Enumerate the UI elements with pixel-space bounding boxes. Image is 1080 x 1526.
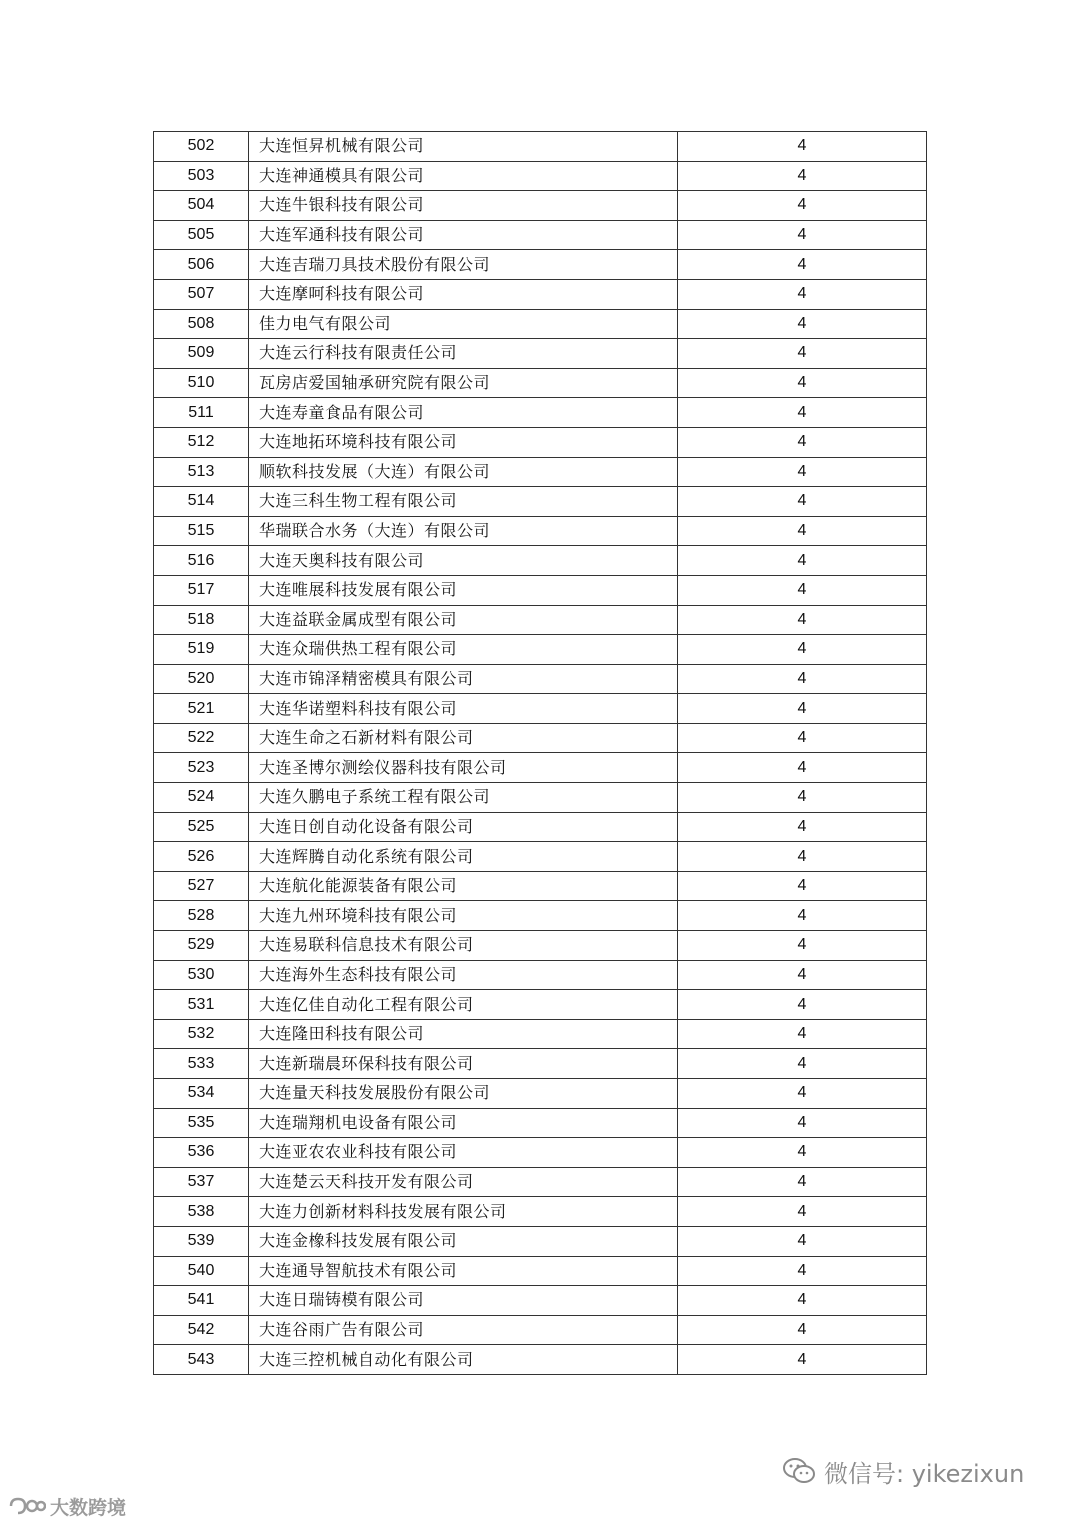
table-row [154,635,927,665]
row-score: 4 [678,960,927,990]
row-number: 522 [154,723,249,753]
row-number: 509 [154,339,249,369]
row-number: 533 [154,1049,249,1079]
row-number: 532 [154,1019,249,1049]
row-number: 503 [154,161,249,191]
table-row [154,1138,927,1168]
company-table-body [154,132,927,1375]
row-score: 4 [678,309,927,339]
row-score: 4 [678,723,927,753]
table-row [154,457,927,487]
row-number: 538 [154,1197,249,1227]
row-number: 511 [154,398,249,428]
company-name: 大连军通科技有限公司 [249,220,678,250]
brand-logo-icon [8,1496,46,1516]
table-row [154,1345,927,1375]
company-name: 大连久鹏电子系统工程有限公司 [249,783,678,813]
row-score: 4 [678,220,927,250]
table-row [154,694,927,724]
row-score: 4 [678,1345,927,1375]
company-name: 大连天奥科技有限公司 [249,546,678,576]
row-number: 512 [154,427,249,457]
row-score: 4 [678,842,927,872]
row-score: 4 [678,901,927,931]
table-row [154,1167,927,1197]
company-name: 大连恒昇机械有限公司 [249,132,678,162]
row-score: 4 [678,339,927,369]
table-row [154,575,927,605]
company-name: 大连力创新材料科技发展有限公司 [249,1197,678,1227]
company-name: 大连隆田科技有限公司 [249,1019,678,1049]
row-number: 510 [154,368,249,398]
table-row [154,1049,927,1079]
row-score: 4 [678,990,927,1020]
row-number: 543 [154,1345,249,1375]
wechat-id-text: 微信号: yikezixun [824,1459,1025,1488]
row-number: 520 [154,664,249,694]
company-name: 大连地拓环境科技有限公司 [249,427,678,457]
table-row [154,990,927,1020]
row-score: 4 [678,605,927,635]
row-number: 526 [154,842,249,872]
row-score: 4 [678,635,927,665]
company-name: 大连瑞翔机电设备有限公司 [249,1108,678,1138]
company-name: 大连楚云天科技开发有限公司 [249,1167,678,1197]
row-score: 4 [678,1049,927,1079]
row-number: 529 [154,931,249,961]
row-number: 534 [154,1079,249,1109]
table-row [154,191,927,221]
row-number: 519 [154,635,249,665]
company-name: 大连九州环境科技有限公司 [249,901,678,931]
company-name: 大连吉瑞刀具技术股份有限公司 [249,250,678,280]
row-score: 4 [678,664,927,694]
company-name: 大连亿佳自动化工程有限公司 [249,990,678,1020]
company-name: 大连牛银科技有限公司 [249,191,678,221]
company-name: 大连三科生物工程有限公司 [249,487,678,517]
table-row [154,132,927,162]
company-name: 大连摩呵科技有限公司 [249,279,678,309]
row-number: 542 [154,1315,249,1345]
row-score: 4 [678,457,927,487]
company-name: 大连航化能源装备有限公司 [249,871,678,901]
table-row [154,250,927,280]
row-score: 4 [678,783,927,813]
row-number: 514 [154,487,249,517]
company-name: 大连华诺塑料科技有限公司 [249,694,678,724]
row-score: 4 [678,546,927,576]
company-name: 顺软科技发展（大连）有限公司 [249,457,678,487]
company-name: 大连海外生态科技有限公司 [249,960,678,990]
company-name: 大连圣博尔测绘仪器科技有限公司 [249,753,678,783]
brand-watermark [8,1493,126,1519]
table-row [154,516,927,546]
company-name: 大连量天科技发展股份有限公司 [249,1079,678,1109]
row-number: 518 [154,605,249,635]
row-score: 4 [678,1256,927,1286]
table-row [154,220,927,250]
table-row [154,1019,927,1049]
row-number: 540 [154,1256,249,1286]
company-name: 大连易联科信息技术有限公司 [249,931,678,961]
row-score: 4 [678,132,927,162]
company-name: 大连益联金属成型有限公司 [249,605,678,635]
row-number: 515 [154,516,249,546]
table-row [154,161,927,191]
table-row [154,1226,927,1256]
row-number: 506 [154,250,249,280]
row-score: 4 [678,1167,927,1197]
table-row [154,427,927,457]
table-row [154,931,927,961]
row-number: 517 [154,575,249,605]
row-number: 504 [154,191,249,221]
company-name: 大连新瑞晨环保科技有限公司 [249,1049,678,1079]
row-number: 528 [154,901,249,931]
row-number: 508 [154,309,249,339]
row-number: 524 [154,783,249,813]
row-score: 4 [678,1226,927,1256]
row-score: 4 [678,368,927,398]
row-score: 4 [678,694,927,724]
company-name: 大连辉腾自动化系统有限公司 [249,842,678,872]
row-number: 525 [154,812,249,842]
row-number: 507 [154,279,249,309]
table-row [154,605,927,635]
row-number: 537 [154,1167,249,1197]
table-row [154,398,927,428]
row-number: 535 [154,1108,249,1138]
table-row [154,842,927,872]
row-score: 4 [678,1019,927,1049]
row-score: 4 [678,1108,927,1138]
table-row [154,871,927,901]
company-name: 大连寿童食品有限公司 [249,398,678,428]
company-name: 佳力电气有限公司 [249,309,678,339]
company-name: 大连谷雨广告有限公司 [249,1315,678,1345]
table-row [154,1079,927,1109]
row-score: 4 [678,191,927,221]
row-score: 4 [678,1315,927,1345]
company-name: 大连通导智航技术有限公司 [249,1256,678,1286]
company-name: 华瑞联合水务（大连）有限公司 [249,516,678,546]
company-name: 大连生命之石新材料有限公司 [249,723,678,753]
table-row [154,487,927,517]
table-row [154,753,927,783]
row-score: 4 [678,398,927,428]
row-number: 516 [154,546,249,576]
row-number: 505 [154,220,249,250]
table-row [154,812,927,842]
wechat-icon [782,1457,816,1485]
row-score: 4 [678,487,927,517]
table-row [154,1256,927,1286]
table-row [154,783,927,813]
brand-watermark-text: 大数跨境 [50,1496,127,1519]
row-score: 4 [678,871,927,901]
company-name: 大连亚农农业科技有限公司 [249,1138,678,1168]
row-number: 539 [154,1226,249,1256]
row-score: 4 [678,931,927,961]
row-score: 4 [678,1197,927,1227]
table-row [154,339,927,369]
table-row [154,664,927,694]
table-row [154,309,927,339]
company-name: 大连神通模具有限公司 [249,161,678,191]
row-score: 4 [678,161,927,191]
row-score: 4 [678,575,927,605]
row-number: 513 [154,457,249,487]
row-number: 531 [154,990,249,1020]
company-name: 大连日创自动化设备有限公司 [249,812,678,842]
row-score: 4 [678,427,927,457]
table-row [154,960,927,990]
table-row [154,1286,927,1316]
company-name: 大连云行科技有限责任公司 [249,339,678,369]
row-score: 4 [678,1138,927,1168]
row-score: 4 [678,516,927,546]
company-name: 大连日瑞铸模有限公司 [249,1286,678,1316]
company-name: 大连金橡科技发展有限公司 [249,1226,678,1256]
row-number: 502 [154,132,249,162]
table-row [154,1108,927,1138]
company-table [153,131,927,1375]
table-row [154,723,927,753]
company-name: 大连众瑞供热工程有限公司 [249,635,678,665]
row-number: 530 [154,960,249,990]
table-row [154,279,927,309]
table-row [154,901,927,931]
row-number: 523 [154,753,249,783]
wechat-watermark [782,1456,1024,1486]
row-score: 4 [678,279,927,309]
row-score: 4 [678,1286,927,1316]
table-row [154,1197,927,1227]
table-row [154,368,927,398]
row-score: 4 [678,1079,927,1109]
company-name: 大连三控机械自动化有限公司 [249,1345,678,1375]
row-score: 4 [678,812,927,842]
company-name: 瓦房店爱国轴承研究院有限公司 [249,368,678,398]
table-row [154,546,927,576]
row-number: 541 [154,1286,249,1316]
company-name: 大连市锦泽精密模具有限公司 [249,664,678,694]
table-row [154,1315,927,1345]
row-score: 4 [678,250,927,280]
company-name: 大连唯展科技发展有限公司 [249,575,678,605]
row-number: 521 [154,694,249,724]
row-number: 536 [154,1138,249,1168]
row-score: 4 [678,753,927,783]
row-number: 527 [154,871,249,901]
